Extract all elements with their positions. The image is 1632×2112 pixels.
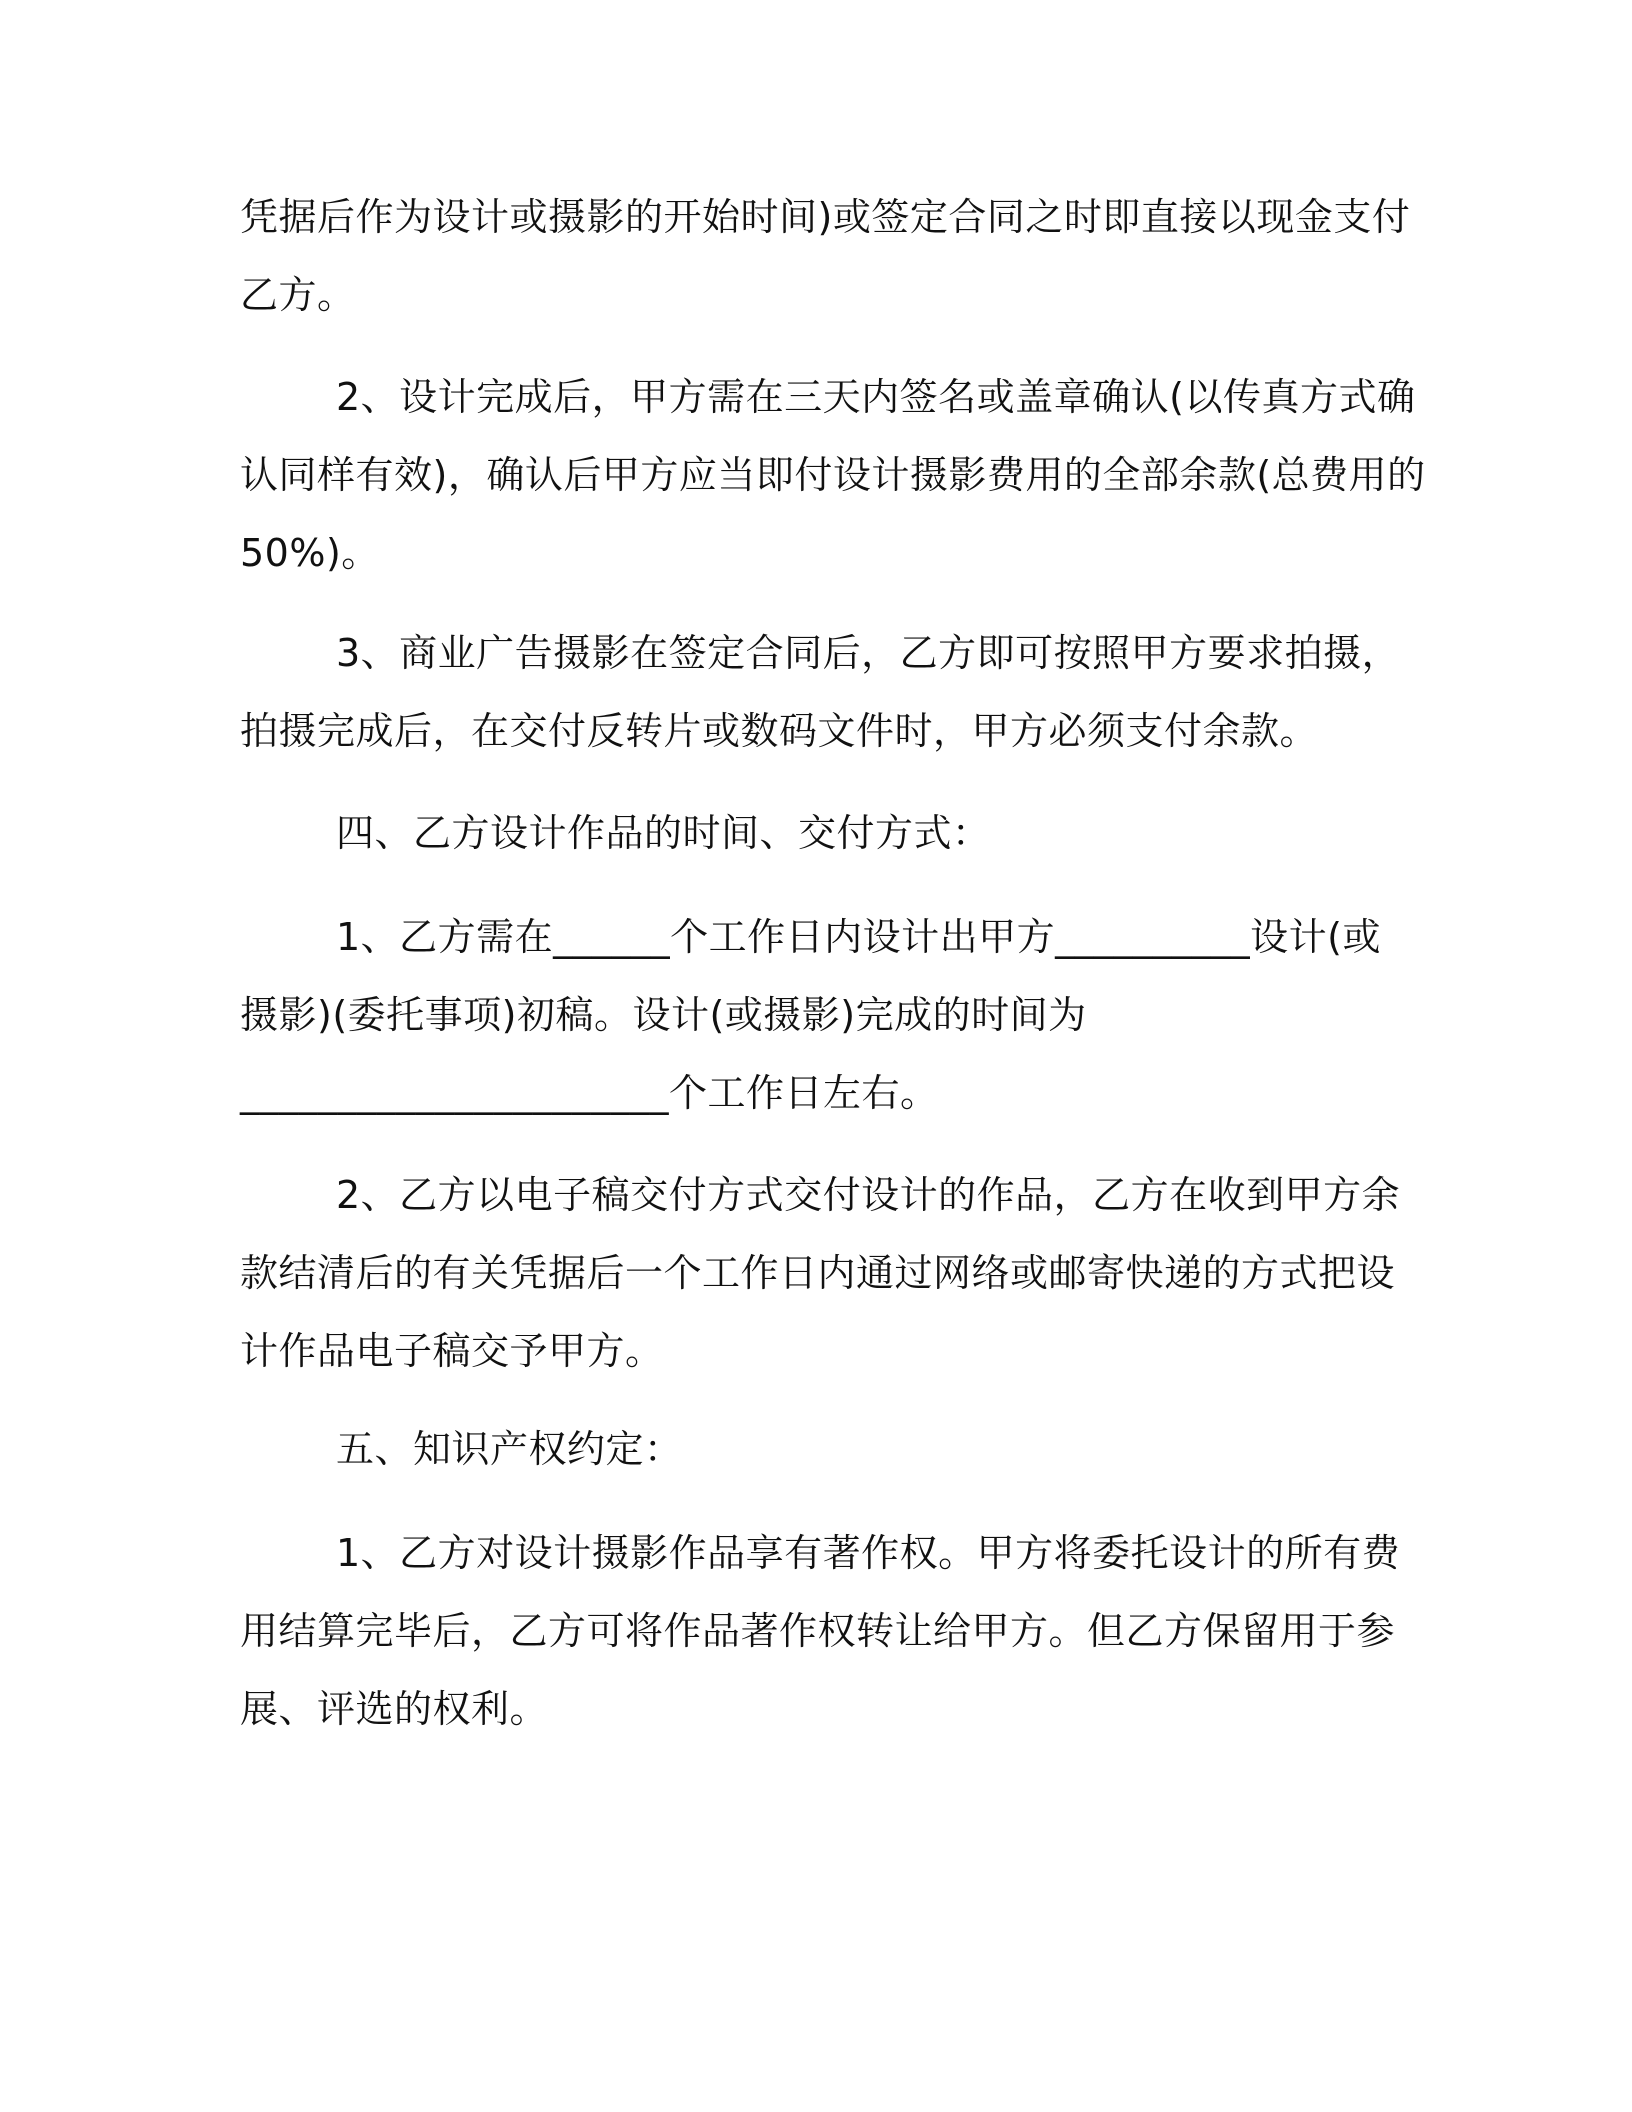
heading-text: 五、知识产权约定： bbox=[336, 1427, 683, 1471]
paragraph-clause-3-2 bbox=[240, 358, 1426, 592]
paragraph-clause-3-3 bbox=[240, 614, 1401, 770]
text-line: 凭据后作为设计或摄影的开始时间)或签定合同之时即直接以现金支付 bbox=[240, 195, 1411, 239]
text-line: 用结算完毕后，乙方可将作品著作权转让给甲方。但乙方保留用于参 bbox=[240, 1609, 1396, 1653]
paragraph-clause-4-2 bbox=[240, 1156, 1401, 1390]
text-line: 款结清后的有关凭据后一个工作日内通过网络或邮寄快递的方式把设 bbox=[240, 1251, 1396, 1295]
text-line: 2、乙方以电子稿交付方式交付设计的作品，乙方在收到甲方余 bbox=[336, 1173, 1401, 1217]
paragraph-payment-continuation bbox=[240, 178, 1411, 334]
section-heading-4 bbox=[240, 794, 1390, 872]
text-line: 认同样有效)，确认后甲方应当即付设计摄影费用的全部余款(总费用的 bbox=[240, 453, 1426, 497]
text-line: 1、乙方对设计摄影作品享有著作权。甲方将委托设计的所有费 bbox=[336, 1531, 1401, 1575]
text-line: ______________________个工作日左右。 bbox=[240, 1071, 939, 1115]
text-line: 3、商业广告摄影在签定合同后，乙方即可按照甲方要求拍摄， bbox=[336, 631, 1401, 675]
text-line: 2、设计完成后，甲方需在三天内签名或盖章确认(以传真方式确 bbox=[336, 375, 1416, 419]
text-line: 乙方。 bbox=[240, 273, 356, 317]
text-line: 计作品电子稿交予甲方。 bbox=[240, 1329, 664, 1373]
heading-text: 四、乙方设计作品的时间、交付方式： bbox=[336, 811, 991, 855]
text-line: 展、评选的权利。 bbox=[240, 1687, 549, 1731]
text-line: 50%)。 bbox=[240, 531, 380, 575]
text-line: 摄影)(委托事项)初稿。设计(或摄影)完成的时间为 bbox=[240, 993, 1087, 1037]
text-line: 1、乙方需在______个工作日内设计出甲方__________设计(或 bbox=[336, 915, 1382, 959]
paragraph-clause-5-1 bbox=[240, 1514, 1401, 1748]
text-line: 拍摄完成后，在交付反转片或数码文件时，甲方必须支付余款。 bbox=[240, 709, 1319, 753]
section-heading-5 bbox=[240, 1410, 1390, 1488]
paragraph-clause-4-1 bbox=[240, 898, 1390, 1132]
